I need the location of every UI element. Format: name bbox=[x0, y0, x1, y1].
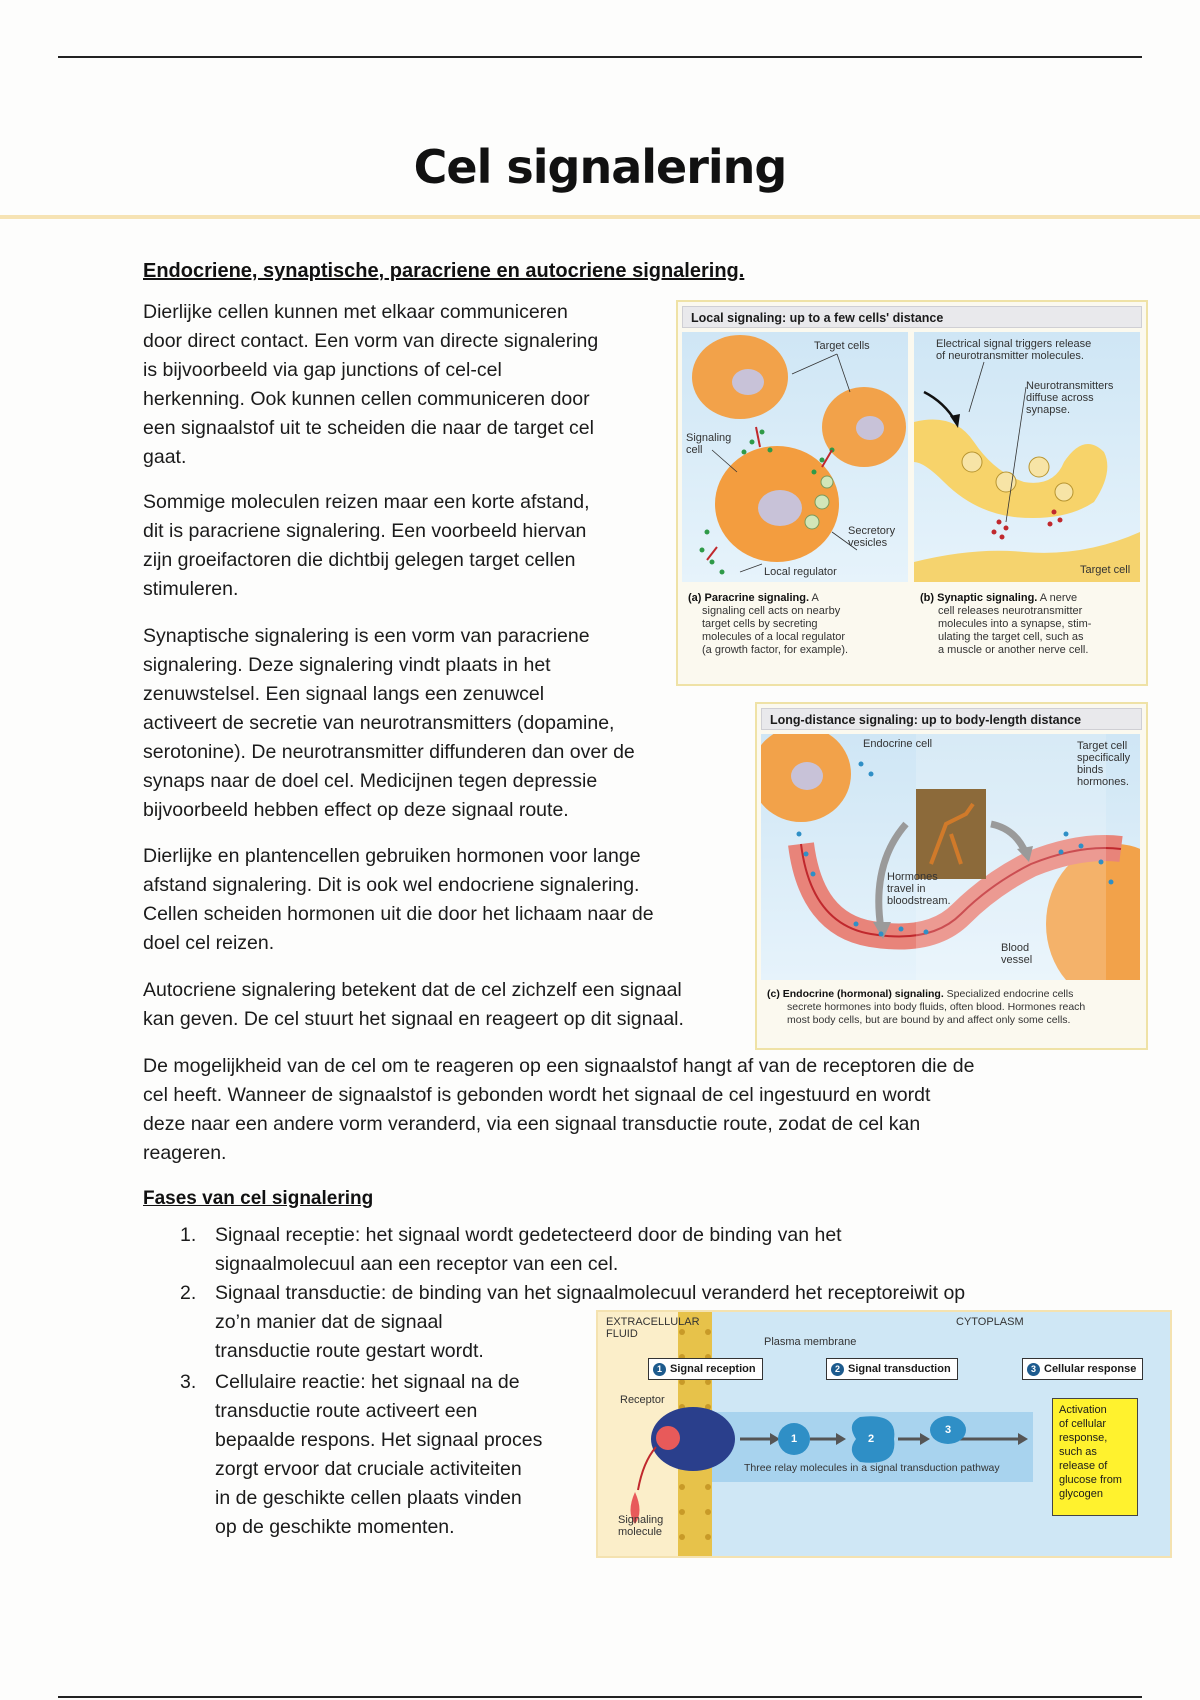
caption-line: A nerve bbox=[1037, 592, 1078, 604]
endocrine-panel bbox=[761, 734, 1140, 980]
text-line: doel cel reizen. bbox=[143, 932, 275, 954]
label-line: molecule bbox=[618, 1526, 663, 1538]
caption-synaptic bbox=[920, 592, 1142, 657]
text-line: signalering. Deze signalering vindt plaats in het bbox=[143, 654, 551, 676]
axon-terminal-shape bbox=[914, 420, 1107, 519]
figure-header: Local signaling: up to a few cells' distance bbox=[682, 306, 1142, 328]
relay-number-3: 3 bbox=[945, 1424, 952, 1436]
text-line: Sommige moleculen reizen maar een korte afstand, bbox=[143, 491, 590, 513]
nucleus-shape bbox=[791, 762, 823, 790]
response-line: response, bbox=[1059, 1432, 1108, 1444]
nucleus-shape bbox=[732, 369, 764, 395]
label-signaling-cell bbox=[686, 432, 731, 456]
label-line: Signaling bbox=[618, 1514, 664, 1526]
synaptic-panel bbox=[914, 332, 1140, 582]
caption-title: (a) Paracrine signaling. bbox=[688, 592, 810, 604]
label-cytoplasm: CYTOPLASM bbox=[956, 1316, 1024, 1328]
paragraph-4 bbox=[143, 842, 654, 958]
paracrine-panel bbox=[682, 332, 908, 582]
response-line: glucose from bbox=[1059, 1474, 1122, 1486]
label-line: EXTRACELLULAR bbox=[606, 1316, 700, 1328]
section-heading-signaling-types: Endocriene, synaptische, paracriene en autocriene signalering. bbox=[143, 260, 745, 282]
caption-endocrine bbox=[767, 988, 1139, 1027]
text-line: signaalmolecuul aan een receptor van een cel. bbox=[215, 1253, 619, 1275]
nucleus-shape bbox=[856, 416, 884, 440]
step-label: Signal transduction bbox=[848, 1363, 951, 1375]
label-line: Hormones bbox=[887, 871, 938, 883]
response-line: such as bbox=[1059, 1446, 1097, 1458]
figure-long-distance-signaling bbox=[755, 702, 1148, 1050]
step-cellular-response bbox=[1022, 1358, 1143, 1380]
label-secretory-vesicles bbox=[848, 525, 895, 549]
label-target-cell: Target cell bbox=[1080, 564, 1131, 576]
step-number-badge: 3 bbox=[1027, 1363, 1040, 1376]
label-line: Target cell bbox=[1077, 740, 1128, 752]
label-line: synapse. bbox=[1026, 404, 1071, 416]
response-line: glycogen bbox=[1059, 1488, 1104, 1500]
label-target-cells: Target cells bbox=[814, 340, 870, 352]
caption-paracrine bbox=[688, 592, 910, 657]
response-line: release of bbox=[1059, 1460, 1108, 1472]
label-line: cell bbox=[686, 444, 703, 456]
text-line: dit is paracriene signalering. Een voorbeeld hiervan bbox=[143, 520, 587, 542]
bottom-rule bbox=[58, 1696, 1142, 1698]
page-title: Cel signalering bbox=[413, 140, 787, 194]
label-line: Secretory bbox=[848, 525, 896, 537]
paragraph-3 bbox=[143, 622, 635, 825]
text-line: Signaal transductie: de binding van het signaalmolecuul veranderd het receptoreiwit op bbox=[215, 1282, 966, 1304]
text-line: in de geschikte cellen plaats vinden bbox=[215, 1487, 522, 1509]
list-item-1 bbox=[215, 1221, 842, 1279]
text-line: een signaalstof uit te scheiden die naar de target cel bbox=[143, 417, 594, 439]
caption-line: most body cells, but are bound by and affect only some cells. bbox=[787, 1014, 1071, 1026]
label-signaling-molecule bbox=[618, 1514, 663, 1538]
label-line: binds bbox=[1077, 764, 1104, 776]
text-line: op de geschikte momenten. bbox=[215, 1516, 455, 1538]
label-blood-vessel bbox=[1001, 942, 1032, 966]
paragraph-2 bbox=[143, 488, 590, 604]
paragraph-5 bbox=[143, 976, 684, 1034]
title-underline bbox=[0, 215, 1200, 219]
caption-line: cell releases neurotransmitter bbox=[938, 605, 1083, 617]
label-plasma-membrane: Plasma membrane bbox=[764, 1336, 857, 1348]
text-line: De mogelijkheid van de cel om te reageren op een signaalstof hangt af van de receptoren die de bbox=[143, 1055, 975, 1077]
text-line: is bijvoorbeeld via gap junctions of cel-cel bbox=[143, 359, 502, 381]
text-line: Cellen scheiden hormonen uit die door het lichaam naar de bbox=[143, 903, 654, 925]
label-line: FLUID bbox=[606, 1328, 638, 1340]
label-line: diffuse across bbox=[1026, 392, 1094, 404]
text-line: reageren. bbox=[143, 1142, 227, 1164]
text-line: activeert de secretie van neurotransmitters (dopamine, bbox=[143, 712, 615, 734]
response-line: of cellular bbox=[1059, 1418, 1107, 1430]
label-line: vesicles bbox=[848, 537, 888, 549]
step-label: Cellular response bbox=[1044, 1363, 1137, 1375]
text-line: Signaal receptie: het signaal wordt gedetecteerd door de binding van het bbox=[215, 1224, 842, 1246]
label-local-regulator: Local regulator bbox=[764, 566, 837, 578]
text-line: stimuleren. bbox=[143, 578, 239, 600]
caption-line: secrete hormones into body fluids, often blood. Hormones reach bbox=[787, 1001, 1086, 1013]
caption-line: Specialized endocrine cells bbox=[943, 988, 1074, 1000]
label-line: Blood bbox=[1001, 942, 1030, 954]
label-line: specifically bbox=[1077, 752, 1131, 764]
caption-line: molecules into a synapse, stim- bbox=[938, 618, 1092, 630]
label-extracellular bbox=[606, 1316, 700, 1340]
label-line: bloodstream. bbox=[887, 895, 951, 907]
label-line: hormones. bbox=[1077, 776, 1129, 788]
caption-line: a muscle or another nerve cell. bbox=[938, 644, 1089, 656]
text-line: Synaptische signalering is een vorm van paracriene bbox=[143, 625, 590, 647]
figure-signaling-phases bbox=[596, 1310, 1172, 1558]
relay-number-1: 1 bbox=[791, 1433, 798, 1445]
text-line: deze naar een andere vorm veranderd, via een signaal transductie route, zodat de cel kan bbox=[143, 1113, 921, 1135]
label-hormones bbox=[887, 871, 951, 907]
label-electrical-signal bbox=[936, 338, 1091, 362]
label-receptor: Receptor bbox=[620, 1394, 665, 1406]
text-line: transductie route gestart wordt. bbox=[215, 1340, 484, 1362]
figure-local-signaling bbox=[676, 300, 1148, 686]
caption-line: signaling cell acts on nearby bbox=[702, 605, 841, 617]
step-number-badge: 1 bbox=[653, 1363, 666, 1376]
response-line: Activation bbox=[1059, 1404, 1107, 1416]
label-line: Signaling bbox=[686, 432, 732, 444]
text-line: door direct contact. Een vorm van directe signalering bbox=[143, 330, 599, 352]
synaptic-illustration bbox=[914, 332, 1140, 582]
label-line: Neurotransmitters bbox=[1026, 380, 1114, 392]
text-line: afstand signalering. Dit is ook wel endocriene signalering. bbox=[143, 874, 640, 896]
text-line: zenuwstelsel. Een signaal langs een zenuwcel bbox=[143, 683, 545, 705]
text-line: kan geven. De cel stuurt het signaal en reageert op dit signaal. bbox=[143, 1008, 684, 1030]
label-line: travel in bbox=[887, 883, 926, 895]
section-heading-phases: Fases van cel signalering bbox=[143, 1188, 374, 1209]
caption-line: ulating the target cell, such as bbox=[938, 631, 1084, 643]
caption-line: (a growth factor, for example). bbox=[702, 644, 849, 656]
text-line: Dierlijke cellen kunnen met elkaar communiceren bbox=[143, 301, 568, 323]
step-number-badge: 2 bbox=[831, 1363, 844, 1376]
caption-title: (b) Synaptic signaling. bbox=[920, 592, 1038, 604]
text-line: herkenning. Ook kunnen cellen communiceren door bbox=[143, 388, 590, 410]
label-line: Electrical signal triggers release bbox=[936, 338, 1092, 350]
cellular-response-box bbox=[1052, 1398, 1138, 1516]
paragraph-6 bbox=[143, 1052, 974, 1168]
figure-header: Long-distance signaling: up to body-length distance bbox=[761, 708, 1142, 730]
caption-line: molecules of a local regulator bbox=[702, 631, 846, 643]
step-label: Signal reception bbox=[670, 1363, 756, 1375]
caption-title: (c) Endocrine (hormonal) signaling. bbox=[767, 988, 944, 1000]
text-line: synaps naar de doel cel. Medicijnen tegen depressie bbox=[143, 770, 598, 792]
text-line: transductie route activeert een bbox=[215, 1400, 478, 1422]
list-number: 2. bbox=[180, 1282, 197, 1304]
label-line: of neurotransmitter molecules. bbox=[936, 350, 1084, 362]
label-target-cell bbox=[1077, 740, 1130, 788]
bound-signal-shape bbox=[656, 1426, 680, 1450]
text-line: serotonine). De neurotransmitter diffunderen dan over de bbox=[143, 741, 635, 763]
text-line: zo’n manier dat de signaal bbox=[215, 1311, 443, 1333]
caption-line: target cells by secreting bbox=[702, 618, 818, 630]
text-line: zijn groeifactoren die dichtbij gelegen target cellen bbox=[143, 549, 576, 571]
paragraph-1 bbox=[143, 298, 598, 472]
label-relay-molecules: Three relay molecules in a signal transduction pathway bbox=[744, 1462, 1000, 1474]
top-rule bbox=[58, 56, 1142, 58]
text-line: bijvoorbeeld hebben effect op deze signaal route. bbox=[143, 799, 569, 821]
list-number: 3. bbox=[180, 1371, 197, 1393]
step-signal-reception bbox=[648, 1358, 763, 1380]
text-line: gaat. bbox=[143, 446, 187, 468]
nucleus-shape bbox=[758, 490, 802, 526]
text-line: zorgt ervoor dat cruciale activiteiten bbox=[215, 1458, 522, 1480]
caption-line: A bbox=[809, 592, 819, 604]
text-line: bepaalde respons. Het signaal proces bbox=[215, 1429, 543, 1451]
text-line: Dierlijke en plantencellen gebruiken hormonen voor lange bbox=[143, 845, 641, 867]
label-endocrine-cell: Endocrine cell bbox=[863, 738, 933, 750]
text-line: Cellulaire reactie: het signaal na de bbox=[215, 1371, 520, 1393]
list-item-3 bbox=[215, 1368, 542, 1542]
label-neurotransmitters bbox=[1026, 380, 1113, 416]
text-line: Autocriene signalering betekent dat de cel zichzelf een signaal bbox=[143, 979, 682, 1001]
label-line: vessel bbox=[1001, 954, 1033, 966]
step-signal-transduction bbox=[826, 1358, 958, 1380]
list-number: 1. bbox=[180, 1224, 197, 1246]
text-line: cel heeft. Wanneer de signaalstof is gebonden wordt het signaal de cel ingestuurd en wordt bbox=[143, 1084, 931, 1106]
relay-number-2: 2 bbox=[868, 1433, 875, 1445]
